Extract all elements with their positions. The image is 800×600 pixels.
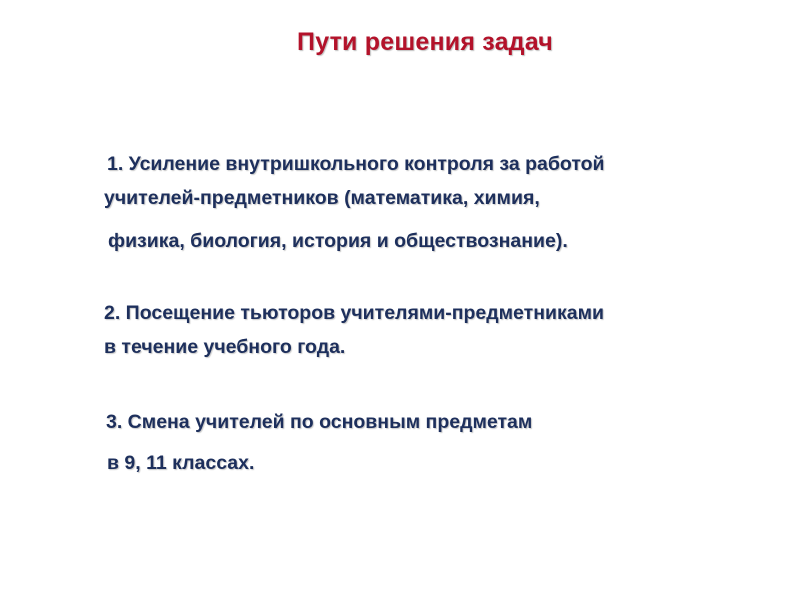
list-item-3-line-1: 3. Смена учителей по основным предметам bbox=[106, 411, 533, 433]
slide-title: Пути решения задач bbox=[297, 28, 553, 56]
list-item-1-line-1: 1. Усиление внутришкольного контроля за работой bbox=[107, 153, 605, 175]
list-item-1-line-3: физика, биология, история и обществознание). bbox=[108, 230, 568, 252]
list-item-3-line-2: в 9, 11 классах. bbox=[107, 452, 255, 474]
list-item-2-line-2: в течение учебного года. bbox=[104, 336, 346, 358]
list-item-2-line-1: 2. Посещение тьюторов учителями-предметниками bbox=[104, 302, 604, 324]
list-item-1-line-2: учителей-предметников (математика, химия, bbox=[104, 187, 540, 209]
